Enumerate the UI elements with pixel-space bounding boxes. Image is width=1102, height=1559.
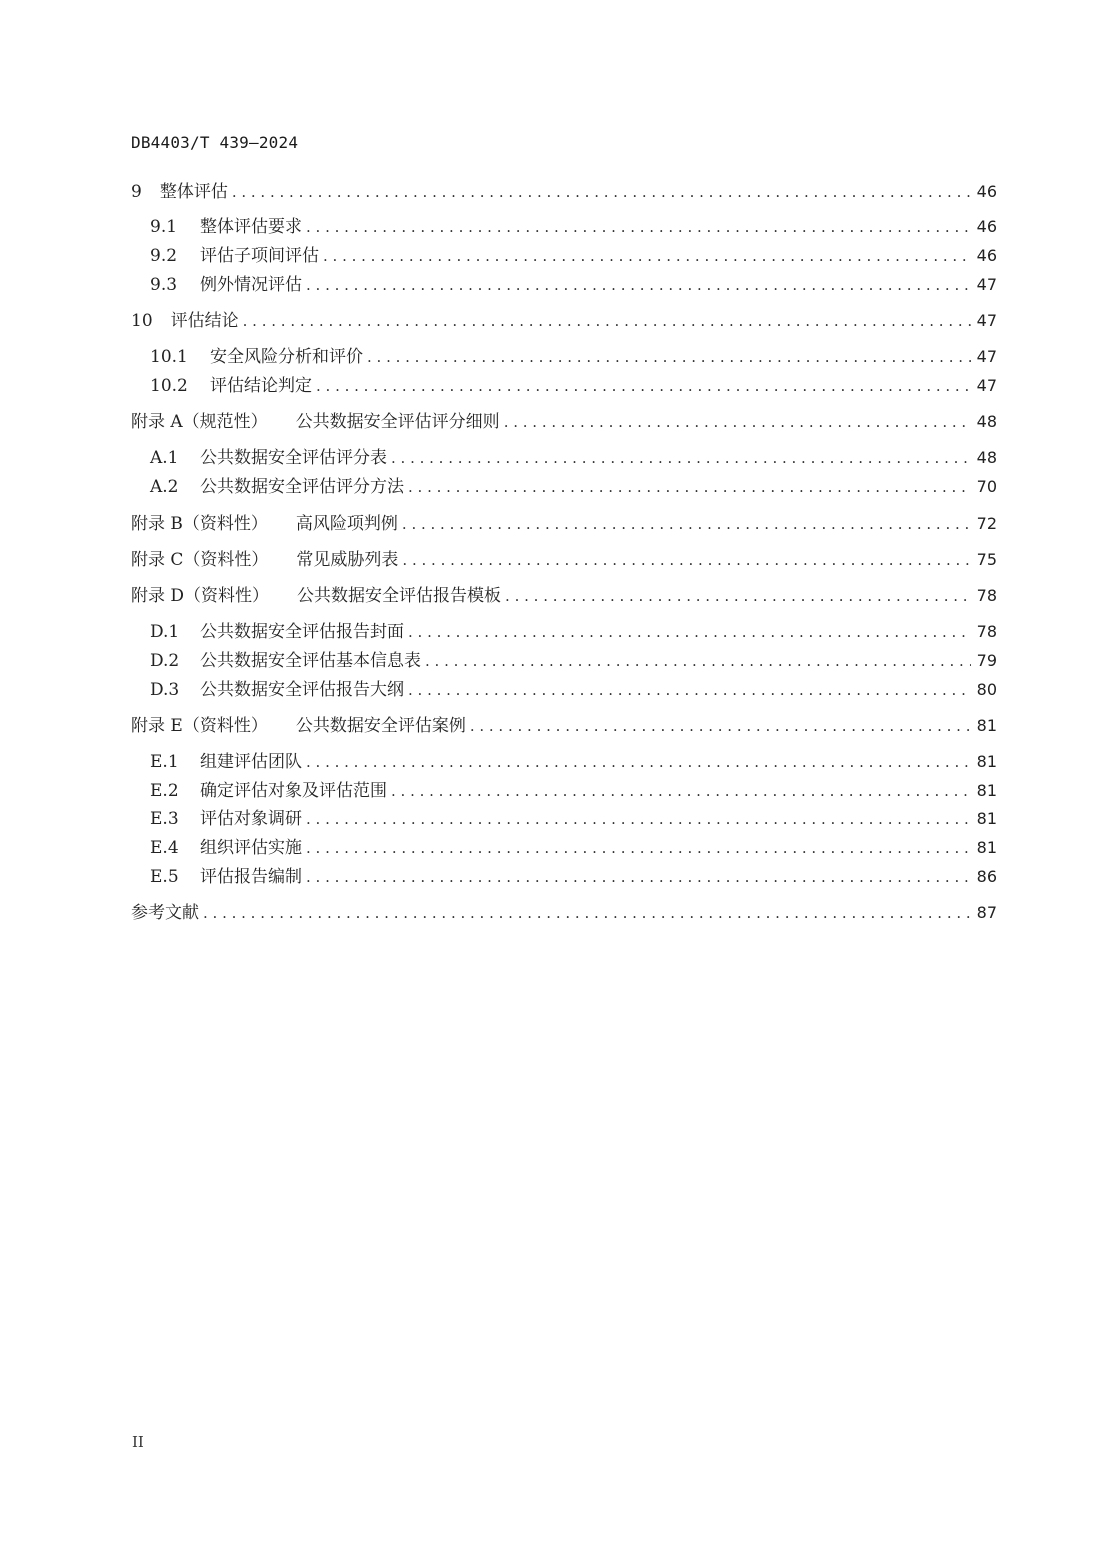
toc-entry[interactable] [150,779,997,803]
toc-entry-title: 评估结论 [170,311,239,331]
toc-entry[interactable] [150,273,997,297]
toc-dot-leader [470,714,971,738]
toc-entry-number: D.1 [150,622,180,642]
toc-entry-title: 评估对象调研 [200,809,302,829]
toc-entry-number: 9 [131,182,142,202]
toc-entry[interactable] [150,446,997,470]
toc-entry-number: 附录 B（资料性） [131,514,268,534]
toc-entry-title: 整体评估要求 [200,217,302,237]
toc-entry[interactable] [150,678,997,702]
toc-dot-leader [402,512,971,536]
toc-entry-page: 47 [976,376,997,395]
toc-entry[interactable] [131,410,997,434]
toc-entry-title: 公共数据安全评估评分表 [200,448,387,468]
toc-dot-leader [323,244,971,268]
toc-entry-title: 公共数据安全评估基本信息表 [200,651,421,671]
toc-entry-number: E.3 [150,809,179,829]
toc-entry-page: 81 [976,752,997,771]
toc-dot-leader [306,273,971,297]
toc-dot-leader [306,215,971,239]
toc-entry[interactable] [150,836,997,860]
toc-entry-title: 公共数据安全评估评分细则 [295,412,500,432]
toc-entry-number: E.1 [150,752,179,772]
toc-dot-leader [232,180,971,204]
toc-entry-title: 确定评估对象及评估范围 [200,781,387,801]
toc-entry-page: 48 [976,412,997,431]
toc-entry-title: 组建评估团队 [200,752,302,772]
toc-entry-number: 10.1 [150,347,188,367]
toc-entry-number: E.5 [150,867,179,887]
toc-entry-page: 81 [976,838,997,857]
toc-entry-page: 78 [976,586,997,605]
toc-entry[interactable] [131,309,997,333]
toc-entry-page: 87 [976,903,997,922]
toc-entry-number: D.3 [150,680,180,700]
toc-dot-leader [425,649,971,673]
toc-entry-page: 78 [976,622,997,641]
toc-entry-number: D.2 [150,651,180,671]
toc-entry-page: 47 [976,311,997,330]
toc-entry-page: 81 [976,716,997,735]
toc-entry-number: 10 [131,311,153,331]
toc-dot-leader [203,901,971,925]
document-id-header: DB4403/T 439—2024 [131,133,299,152]
toc-entry-page: 81 [976,781,997,800]
toc-entry-number: 9.3 [150,275,178,295]
toc-entry[interactable] [150,215,997,239]
toc-dot-leader [408,678,971,702]
toc-entry-page: 75 [976,550,997,569]
toc-dot-leader [391,446,971,470]
toc-entry-page: 70 [976,477,997,496]
toc-entry-page: 46 [976,182,997,201]
toc-entry-page: 47 [976,275,997,294]
toc-dot-leader [306,807,971,831]
toc-entry[interactable] [131,180,997,204]
toc-entry-page: 86 [976,867,997,886]
toc-entry[interactable] [131,548,997,572]
toc-dot-leader [306,750,971,774]
toc-entry-number: A.2 [150,477,179,497]
toc-entry-page: 80 [976,680,997,699]
toc-entry-title: 公共数据安全评估案例 [295,716,466,736]
toc-entry[interactable] [150,374,997,398]
toc-entry-title: 组织评估实施 [200,838,302,858]
toc-entry[interactable] [131,512,997,536]
toc-entry[interactable] [150,865,997,889]
toc-entry-page: 47 [976,347,997,366]
toc-entry-page: 46 [976,246,997,265]
toc-entry-title: 公共数据安全评估评分方法 [200,477,404,497]
toc-entry-page: 72 [976,514,997,533]
toc-entry-number: E.2 [150,781,179,801]
toc-entry-title: 例外情况评估 [200,275,302,295]
toc-dot-leader [316,374,971,398]
toc-entry-number: 10.2 [150,376,188,396]
toc-entry-number: 9.2 [150,246,178,266]
toc-entry-title: 评估报告编制 [200,867,302,887]
toc-entry-title: 公共数据安全评估报告封面 [200,622,404,642]
toc-entry-page: 46 [976,217,997,236]
toc-dot-leader [408,475,971,499]
toc-entry-page: 48 [976,448,997,467]
toc-dot-leader [391,779,971,803]
toc-dot-leader [504,410,971,434]
toc-dot-leader [402,548,971,572]
toc-entry-title: 整体评估 [159,182,228,202]
toc-entry-number: E.4 [150,838,179,858]
toc-entry-title: 参考文献 [131,903,199,923]
toc-entry[interactable] [131,901,997,925]
toc-entry-title: 高风险项判例 [295,514,398,534]
toc-dot-leader [243,309,971,333]
toc-entry-title: 评估结论判定 [210,376,312,396]
toc-entry[interactable] [150,475,997,499]
toc-entry[interactable] [131,584,997,608]
toc-dot-leader [408,620,971,644]
toc-entry-page: 81 [976,809,997,828]
toc-entry[interactable] [131,714,997,738]
toc-dot-leader [306,836,971,860]
toc-entry-number: 附录 E（资料性） [131,716,268,736]
toc-entry-title: 评估子项间评估 [200,246,319,266]
toc-entry[interactable] [150,620,997,644]
toc-entry-title: 安全风险分析和评价 [210,347,363,367]
toc-entry-page: 79 [976,651,997,670]
toc-entry[interactable] [150,807,997,831]
page-number: II [132,1433,144,1451]
toc-dot-leader [505,584,971,608]
toc-entry-title: 常见威胁列表 [296,550,399,570]
toc-dot-leader [367,345,971,369]
toc-entry-title: 公共数据安全评估报告模板 [297,586,502,606]
toc-entry[interactable] [150,649,997,673]
toc-entry-number: A.1 [150,448,179,468]
toc-entry-number: 附录 A（规范性） [131,412,268,432]
toc-entry[interactable] [150,244,997,268]
toc-dot-leader [306,865,971,889]
toc-entry[interactable] [150,750,997,774]
toc-entry-number: 附录 D（资料性） [131,586,270,606]
toc-entry-number: 9.1 [150,217,178,237]
toc-entry[interactable] [150,345,997,369]
toc-entry-number: 附录 C（资料性） [131,550,269,570]
toc-entry-title: 公共数据安全评估报告大纲 [200,680,404,700]
